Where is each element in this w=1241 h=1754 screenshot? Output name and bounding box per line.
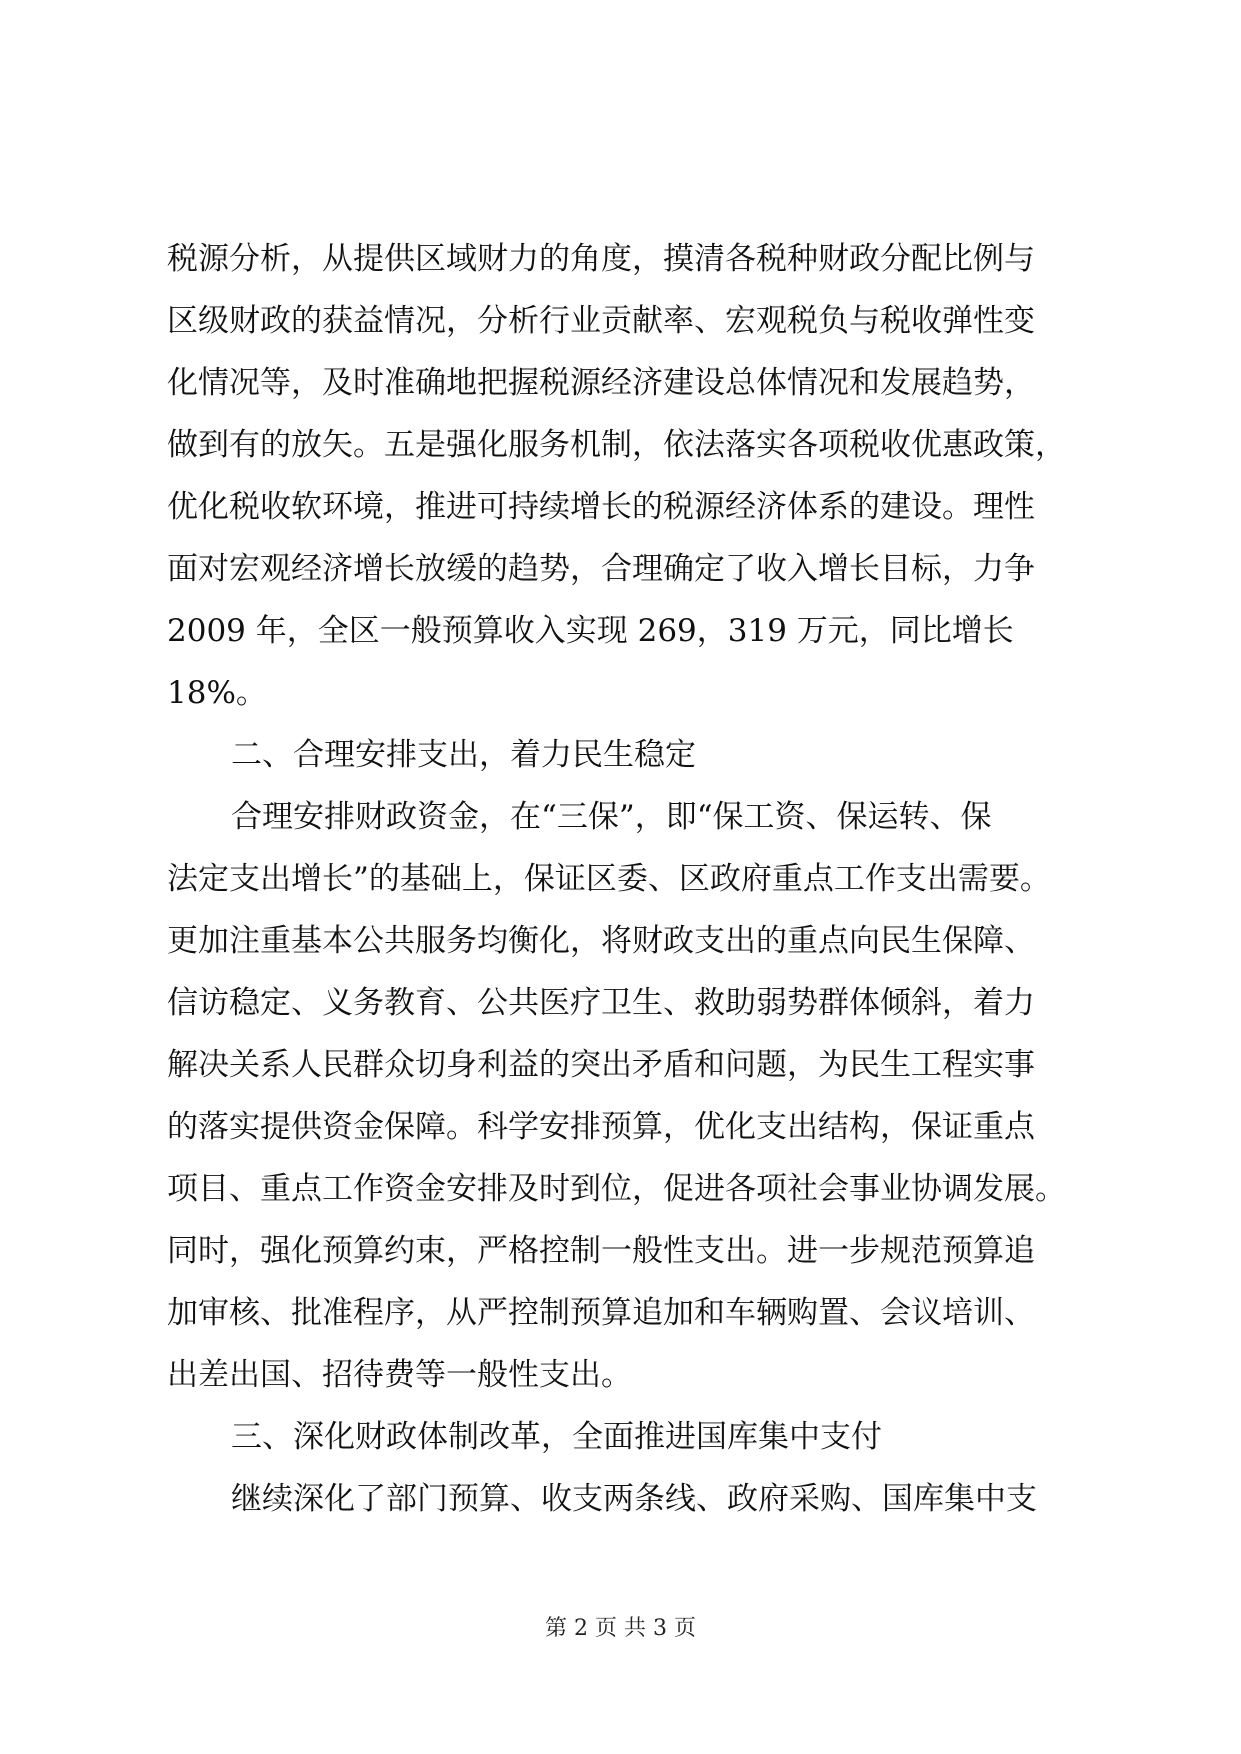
text-line: 做到有的放矢。五是强化服务机制，依法落实各项税收优惠政策，: [167, 427, 1066, 463]
text-line: 信访稳定、义务教育、公共医疗卫生、救助弱势群体倾斜，着力: [167, 985, 1035, 1021]
text-line: 化情况等，及时准确地把握税源经济建设总体情况和发展趋势，: [167, 365, 1035, 401]
text-line: 解决关系人民群众切身利益的突出矛盾和问题，为民生工程实事: [167, 1047, 1035, 1083]
text-line: 合理安排财政资金，在“三保”，即“保工资、保运转、保: [231, 799, 992, 835]
text-line: 税源分析，从提供区域财力的角度，摸清各税种财政分配比例与: [167, 241, 1035, 277]
text-line: 同时，强化预算约束，严格控制一般性支出。进一步规范预算追: [167, 1233, 1035, 1269]
text-line: 出差出国、招待费等一般性支出。: [167, 1357, 632, 1393]
text-line: 2009 年，全区一般预算收入实现 269，319 万元，同比增长: [167, 613, 1014, 649]
page-footer: 第 2 页 共 3 页: [545, 1616, 696, 1641]
text-line: 项目、重点工作资金安排及时到位，促进各项社会事业协调发展。: [167, 1171, 1066, 1207]
text-line: 更加注重基本公共服务均衡化，将财政支出的重点向民生保障、: [167, 923, 1035, 959]
text-line: 二、合理安排支出，着力民生稳定: [231, 737, 696, 773]
text-line: 加审核、批准程序，从严控制预算追加和车辆购置、会议培训、: [167, 1295, 1035, 1331]
document-body: [167, 228, 1087, 1530]
text-line: 三、深化财政体制改革，全面推进国库集中支付: [231, 1419, 882, 1455]
text-line: 继续深化了部门预算、收支两条线、政府采购、国库集中支: [231, 1481, 1037, 1517]
text-line: 面对宏观经济增长放缓的趋势，合理确定了收入增长目标，力争: [167, 551, 1035, 587]
text-line: 法定支出增长”的基础上，保证区委、区政府重点工作支出需要。: [167, 861, 1051, 897]
text-line: 18%。: [167, 675, 267, 711]
text-line: 区级财政的获益情况，分析行业贡献率、宏观税负与税收弹性变: [167, 303, 1035, 339]
text-line: 优化税收软环境，推进可持续增长的税源经济体系的建设。理性: [167, 489, 1035, 525]
text-line: 的落实提供资金保障。科学安排预算，优化支出结构，保证重点: [167, 1109, 1035, 1145]
